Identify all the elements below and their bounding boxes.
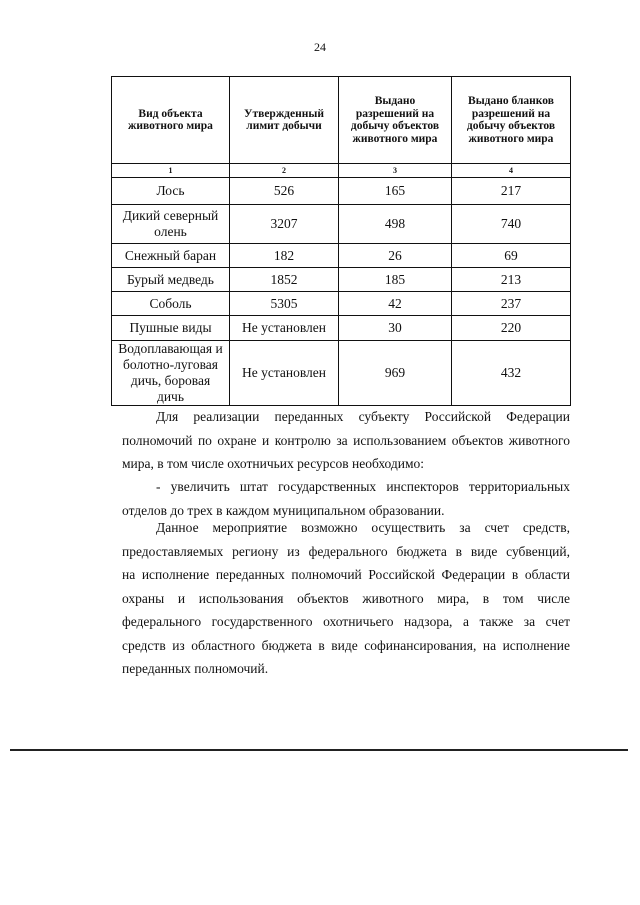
cell-limit: 5305 [230,292,339,316]
table-header-row [112,77,571,164]
paragraph-funding [122,516,570,681]
table-row [112,292,571,316]
paragraph-line: отделов до трех в каждом муниципальном образовании. [122,502,445,518]
cell-limit: 3207 [230,205,339,244]
paragraph-line: - увеличить штат государственных инспекторов территориальных [156,479,570,494]
cell-forms: 69 [452,244,571,268]
hunting-limits-table [111,76,571,406]
cell-forms: 213 [452,268,571,292]
cell-species: Дикий северный олень [112,205,230,244]
cell-forms: 220 [452,316,571,341]
table-row [112,244,571,268]
table-row [112,341,571,406]
paragraph-line: средств из областного бюджета в виде софинансирования, на исполнение [122,637,570,653]
paragraph-bullet [122,475,570,522]
cell-limit: 526 [230,178,339,205]
cell-forms: 237 [452,292,571,316]
paragraph-line: Для реализации переданных субъекту Российской Федерации [156,409,570,424]
cell-species: Соболь [112,292,230,316]
cell-species: Бурый медведь [112,268,230,292]
cell-permits: 969 [339,341,452,406]
paragraph-line: полномочий по охране и контролю за использованием объектов животного [122,432,570,448]
cell-limit: Не установлен [230,341,339,406]
cell-species: Пушные виды [112,316,230,341]
column-number: 2 [230,164,339,178]
footer-divider [10,749,628,751]
table-row [112,178,571,205]
paragraph-line: переданных полномочий. [122,661,269,676]
column-number: 3 [339,164,452,178]
cell-permits: 165 [339,178,452,205]
header-species: Вид объекта животного мира [112,77,230,164]
cell-forms: 740 [452,205,571,244]
column-number: 1 [112,164,230,178]
paragraph-intro [122,405,570,476]
cell-limit: 182 [230,244,339,268]
paragraph-line: федерального государственного охотничьего надзора, а также за счет [122,614,570,629]
cell-species: Лось [112,178,230,205]
column-number-row [112,164,571,178]
cell-limit: Не установлен [230,316,339,341]
paragraph-line: Данное мероприятие возможно осуществить за счет средств, [156,520,570,535]
header-permits-issued: Выдано разрешений на добычу объектов животного мира [339,77,452,164]
cell-permits: 42 [339,292,452,316]
table-row [112,316,571,341]
paragraph-line: мира, в том числе охотничьих ресурсов необходимо: [122,456,425,471]
cell-permits: 185 [339,268,452,292]
paragraph-line: охраны и использования объектов животного мира, в том числе [122,590,570,606]
cell-permits: 498 [339,205,452,244]
cell-limit: 1852 [230,268,339,292]
header-approved-limit: Утвержденный лимит добычи [230,77,339,164]
cell-permits: 30 [339,316,452,341]
paragraph-line: предоставляемых региону из федерального бюджета в виде субвенций, [122,543,570,559]
table-row [112,205,571,244]
cell-permits: 26 [339,244,452,268]
cell-forms: 432 [452,341,571,406]
column-number: 4 [452,164,571,178]
cell-species: Снежный баран [112,244,230,268]
cell-species: Водоплавающая и болотно-луговая дичь, боровая дичь [112,341,230,406]
cell-forms: 217 [452,178,571,205]
paragraph-line: на исполнение переданных полномочий Российской Федерации в области [122,567,570,582]
page-number: 24 [314,40,326,54]
header-permit-forms-issued: Выдано бланков разрешений на добычу объектов животного мира [452,77,571,164]
table-row [112,268,571,292]
